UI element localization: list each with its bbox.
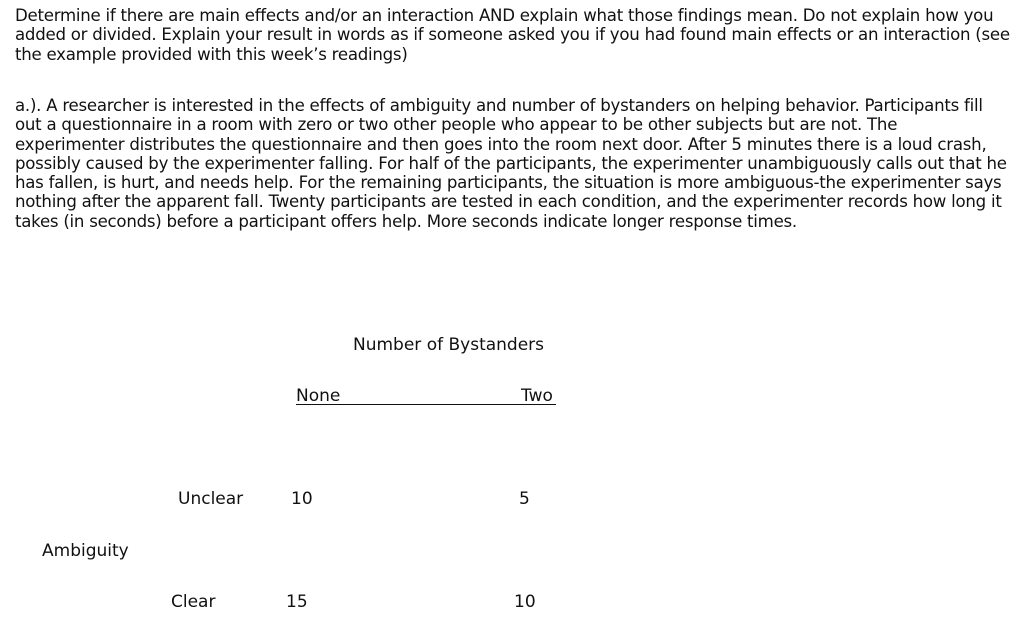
problem-paragraph: a.). A researcher is interested in the effects of ambiguity and number of bystanders on helping behavior. Participants fill out a questionnaire in a room with zero or two other people who appear to be other subjects but are not. The experimenter distributes the questionnaire and then goes into the room next door. After 5 minutes there is a loud crash, possibly caused by the experimenter falling. For half of the participants, the experimenter unambiguously calls out that he has fallen, is hurt, and needs help. For the remaining participants, the situation is more ambiguous-the experimenter says nothing after the apparent fall. Twenty participants are tested in each condition, and the experimenter records how long it takes (in seconds) before a participant offers help. More seconds indicate longer response times. <box>15 96 1007 231</box>
column-header-underline <box>296 404 556 405</box>
row-label-unclear: Unclear <box>178 489 244 509</box>
column-header-none: None <box>296 386 341 406</box>
column-factor-label: Number of Bystanders <box>353 335 545 355</box>
column-header-two: Two <box>521 386 553 406</box>
cell-unclear-two: 5 <box>519 489 530 509</box>
cell-unclear-none: 10 <box>291 489 313 509</box>
instructions-paragraph: Determine if there are main effects and/or an interaction AND explain what those findings mean. Do not explain how you added or divided. Explain your result in words as if someone asked you if you had found main effects or an interaction (see the example provided with this week’s readings) <box>15 6 1010 64</box>
row-factor-label: Ambiguity <box>42 541 129 561</box>
cell-clear-two: 10 <box>514 592 536 612</box>
row-label-clear: Clear <box>171 592 216 612</box>
cell-clear-none: 15 <box>286 592 308 612</box>
